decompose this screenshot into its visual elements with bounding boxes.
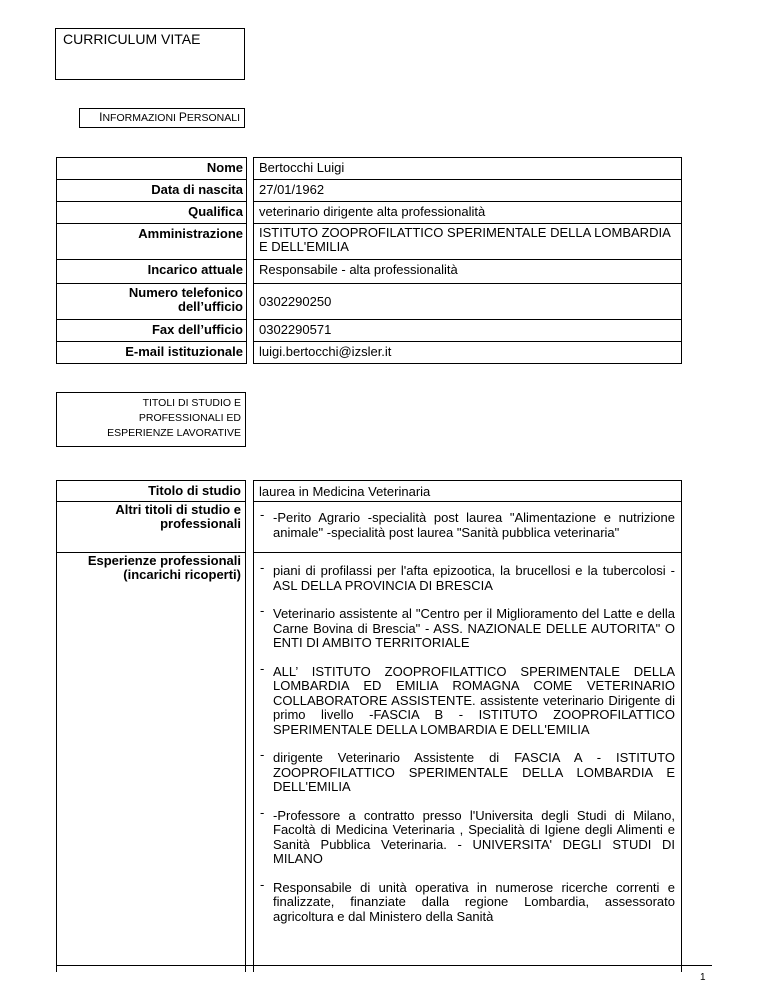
label-telefono: Numero telefonico dell’ufficio <box>57 284 247 320</box>
section-title-text: ERSONALI <box>186 112 240 124</box>
list-item <box>254 876 681 925</box>
label-altri-titoli: Altri titoli di studio e professionali <box>56 501 246 553</box>
list-item <box>254 560 681 593</box>
personal-info-table <box>56 157 682 364</box>
list-item <box>254 603 681 651</box>
section-title-line: TITOLI DI STUDIO E <box>142 397 241 409</box>
dash-marker: - <box>260 603 265 618</box>
table-row <box>57 202 682 224</box>
value-nome: Bertocchi Luigi <box>254 158 682 180</box>
list-item-text: -Professore a contratto presso l'Universita degli Studi di Milano, Facoltà di Medicina Veterinaria , Specialità di Igiene degli Alimenti e Sanità Pubblica Veterinaria. - UNIVERSITA' DEGLI STUDI DI MILANO <box>273 807 675 866</box>
list-item <box>254 804 681 867</box>
table-row <box>57 342 682 364</box>
label-esperienze: Esperienze professionali (incarichi ricoperti) <box>56 552 246 972</box>
dash-marker: - <box>260 507 265 522</box>
footer-divider <box>56 965 712 966</box>
label-amministrazione: Amministrazione <box>57 224 247 260</box>
table-row <box>57 284 682 320</box>
value-fax: 0302290571 <box>254 320 682 342</box>
table-row <box>57 320 682 342</box>
label-qualifica: Qualifica <box>57 202 247 224</box>
table-row <box>57 158 682 180</box>
esperienze-list <box>253 552 682 972</box>
dash-marker: - <box>260 660 265 676</box>
section-header-personal <box>79 108 245 128</box>
section-title-personal <box>80 109 244 125</box>
section-title-text: NFORMAZIONI <box>102 112 179 124</box>
list-item-text: -Perito Agrario -specialità post laurea "Alimentazione e nutrizione animale" -specialità post laurea "Sanità pubblica veterinaria" <box>273 510 675 540</box>
list-item-text: Veterinario assistente al "Centro per il Miglioramento del Latte e della Carne Bovina di Brescia" - ASS. NAZIONALE DELLE AUTORITA" O ENTI DI AMBITO TERRITORIALE <box>273 606 675 650</box>
cv-title-box <box>55 28 245 80</box>
list-item-text: Responsabile di unità operativa in numerose ricerche correnti e finalizzate, finanziate dalla regione Lombardia, assessorato agricoltura e dal Ministero della Sanità <box>273 879 675 924</box>
dash-marker: - <box>260 560 265 575</box>
section-header-titles <box>56 392 246 447</box>
value-incarico: Responsabile - alta professionalità <box>254 260 682 284</box>
dash-marker: - <box>260 747 265 762</box>
label-fax: Fax dell’ufficio <box>57 320 247 342</box>
label-incarico: Incarico attuale <box>57 260 247 284</box>
page-number: 1 <box>700 972 706 983</box>
dash-marker: - <box>260 876 265 892</box>
label-data-nascita: Data di nascita <box>57 180 247 202</box>
list-item <box>254 747 681 795</box>
value-amministrazione: ISTITUTO ZOOPROFILATTICO SPERIMENTALE DELLA LOMBARDIA E DELL'EMILIA <box>254 224 682 260</box>
table-row <box>57 260 682 284</box>
value-titolo-studio: laurea in Medicina Veterinaria <box>253 480 682 502</box>
list-item <box>254 507 681 540</box>
value-data-nascita: 27/01/1962 <box>254 180 682 202</box>
list-item-text: dirigente Veterinario Assistente di FASCIA A - ISTITUTO ZOOPROFILATTICO SPERIMENTALE DELLA LOMBARDIA E DELL'EMILIA <box>273 750 675 794</box>
list-item <box>254 660 681 738</box>
list-item-text: piani di profilassi per l'afta epizootica, la brucellosi e la tubercolosi - ASL DELLA PROVINCIA DI BRESCIA <box>273 563 675 593</box>
section-title-line: PROFESSIONALI ED <box>138 412 241 424</box>
table-row <box>57 224 682 260</box>
label-nome: Nome <box>57 158 247 180</box>
section-title-line: ESPERIENZE LAVORATIVE <box>107 427 241 439</box>
dash-marker: - <box>260 804 265 820</box>
value-email[interactable]: luigi.bertocchi@izsler.it <box>254 342 682 364</box>
page-title: CURRICULUM VITAE <box>63 31 201 47</box>
table-row <box>57 180 682 202</box>
section-title-titles <box>57 393 245 441</box>
label-titolo-studio: Titolo di studio <box>56 480 246 502</box>
list-item-text: ALL’ ISTITUTO ZOOPROFILATTICO SPERIMENTALE DELLA LOMBARDIA ED EMILIA ROMAGNA COME VETERINARIO COLLABORATORE ASSISTENTE. assistente veterinario Dirigente di primo livello -FASCIA B - ISTITUTO ZOOPROFILATTICO SPERIMENTALE DELLA LOMBARDIA E DELL'EMILIA <box>273 663 675 737</box>
value-telefono: 0302290250 <box>254 284 682 320</box>
value-qualifica: veterinario dirigente alta professionalità <box>254 202 682 224</box>
altri-titoli-list <box>253 501 682 553</box>
section-title-cap: I <box>99 110 103 124</box>
label-email: E-mail istituzionale <box>57 342 247 364</box>
section-title-cap: P <box>178 110 187 124</box>
